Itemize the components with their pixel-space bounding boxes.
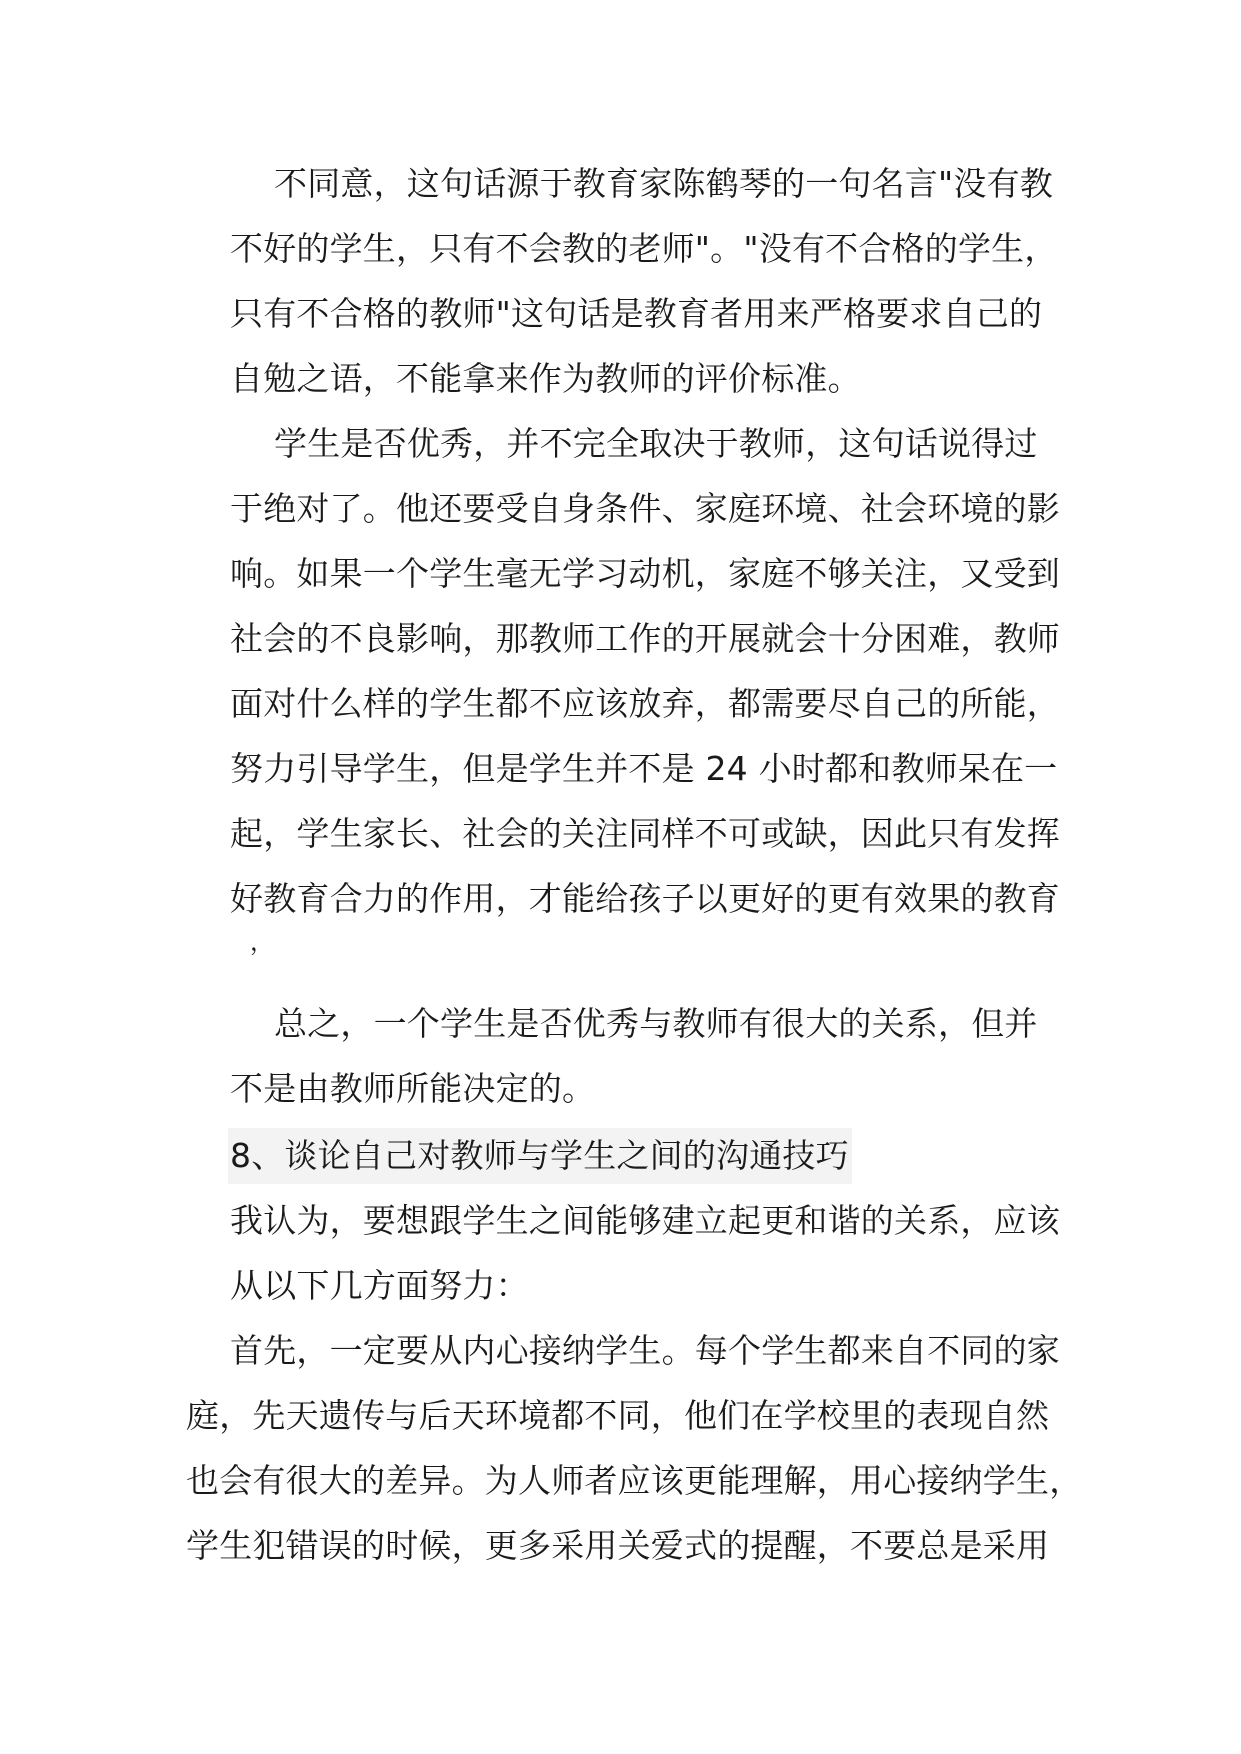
text-line: 不好的学生，只有不会教的老师"。"没有不合格的学生， bbox=[230, 229, 1058, 268]
text-line: 总之，一个学生是否优秀与教师有很大的关系，但并 bbox=[274, 1004, 1038, 1043]
text-line: ， bbox=[250, 928, 275, 956]
text-line: 不是由教师所能决定的。 bbox=[230, 1069, 596, 1108]
text-line: 努力引导学生，但是学生并不是 24 小时都和教师呆在一 bbox=[230, 749, 1058, 788]
text-line: 也会有很大的差异。为人师者应该更能理解，用心接纳学生， bbox=[186, 1461, 1083, 1500]
text-line: 于绝对了。他还要受自身条件、家庭环境、社会环境的影 bbox=[230, 489, 1060, 528]
text-line: 只有不合格的教师"这句话是教育者用来严格要求自己的 bbox=[230, 294, 1043, 333]
text-line: 自勉之语，不能拿来作为教师的评价标准。 bbox=[230, 359, 861, 398]
text-line: 不同意，这句话源于教育家陈鹤琴的一句名言"没有教 bbox=[274, 164, 1053, 203]
text-line: 响。如果一个学生毫无学习动机，家庭不够关注，又受到 bbox=[230, 554, 1060, 593]
text-line: 学生犯错误的时候，更多采用关爱式的提醒，不要总是采用 bbox=[186, 1526, 1050, 1565]
text-line: 起，学生家长、社会的关注同样不可或缺，因此只有发挥 bbox=[230, 814, 1060, 853]
text-line: 庭，先天遗传与后天环境都不同，他们在学校里的表现自然 bbox=[186, 1396, 1050, 1435]
text-line: 从以下几方面努力： bbox=[230, 1266, 529, 1305]
text-line: 我认为，要想跟学生之间能够建立起更和谐的关系，应该 bbox=[230, 1201, 1060, 1240]
text-line: 好教育合力的作用，才能给孩子以更好的更有效果的教育 bbox=[230, 879, 1060, 918]
text-line: 学生是否优秀，并不完全取决于教师，这句话说得过 bbox=[274, 424, 1038, 463]
text-line: 面对什么样的学生都不应该放弃，都需要尽自己的所能， bbox=[230, 684, 1060, 723]
text-line: 首先，一定要从内心接纳学生。每个学生都来自不同的家 bbox=[230, 1331, 1060, 1370]
text-line: 社会的不良影响，那教师工作的开展就会十分困难，教师 bbox=[230, 619, 1060, 658]
section-heading: 8、谈论自己对教师与学生之间的沟通技巧 bbox=[230, 1136, 849, 1175]
